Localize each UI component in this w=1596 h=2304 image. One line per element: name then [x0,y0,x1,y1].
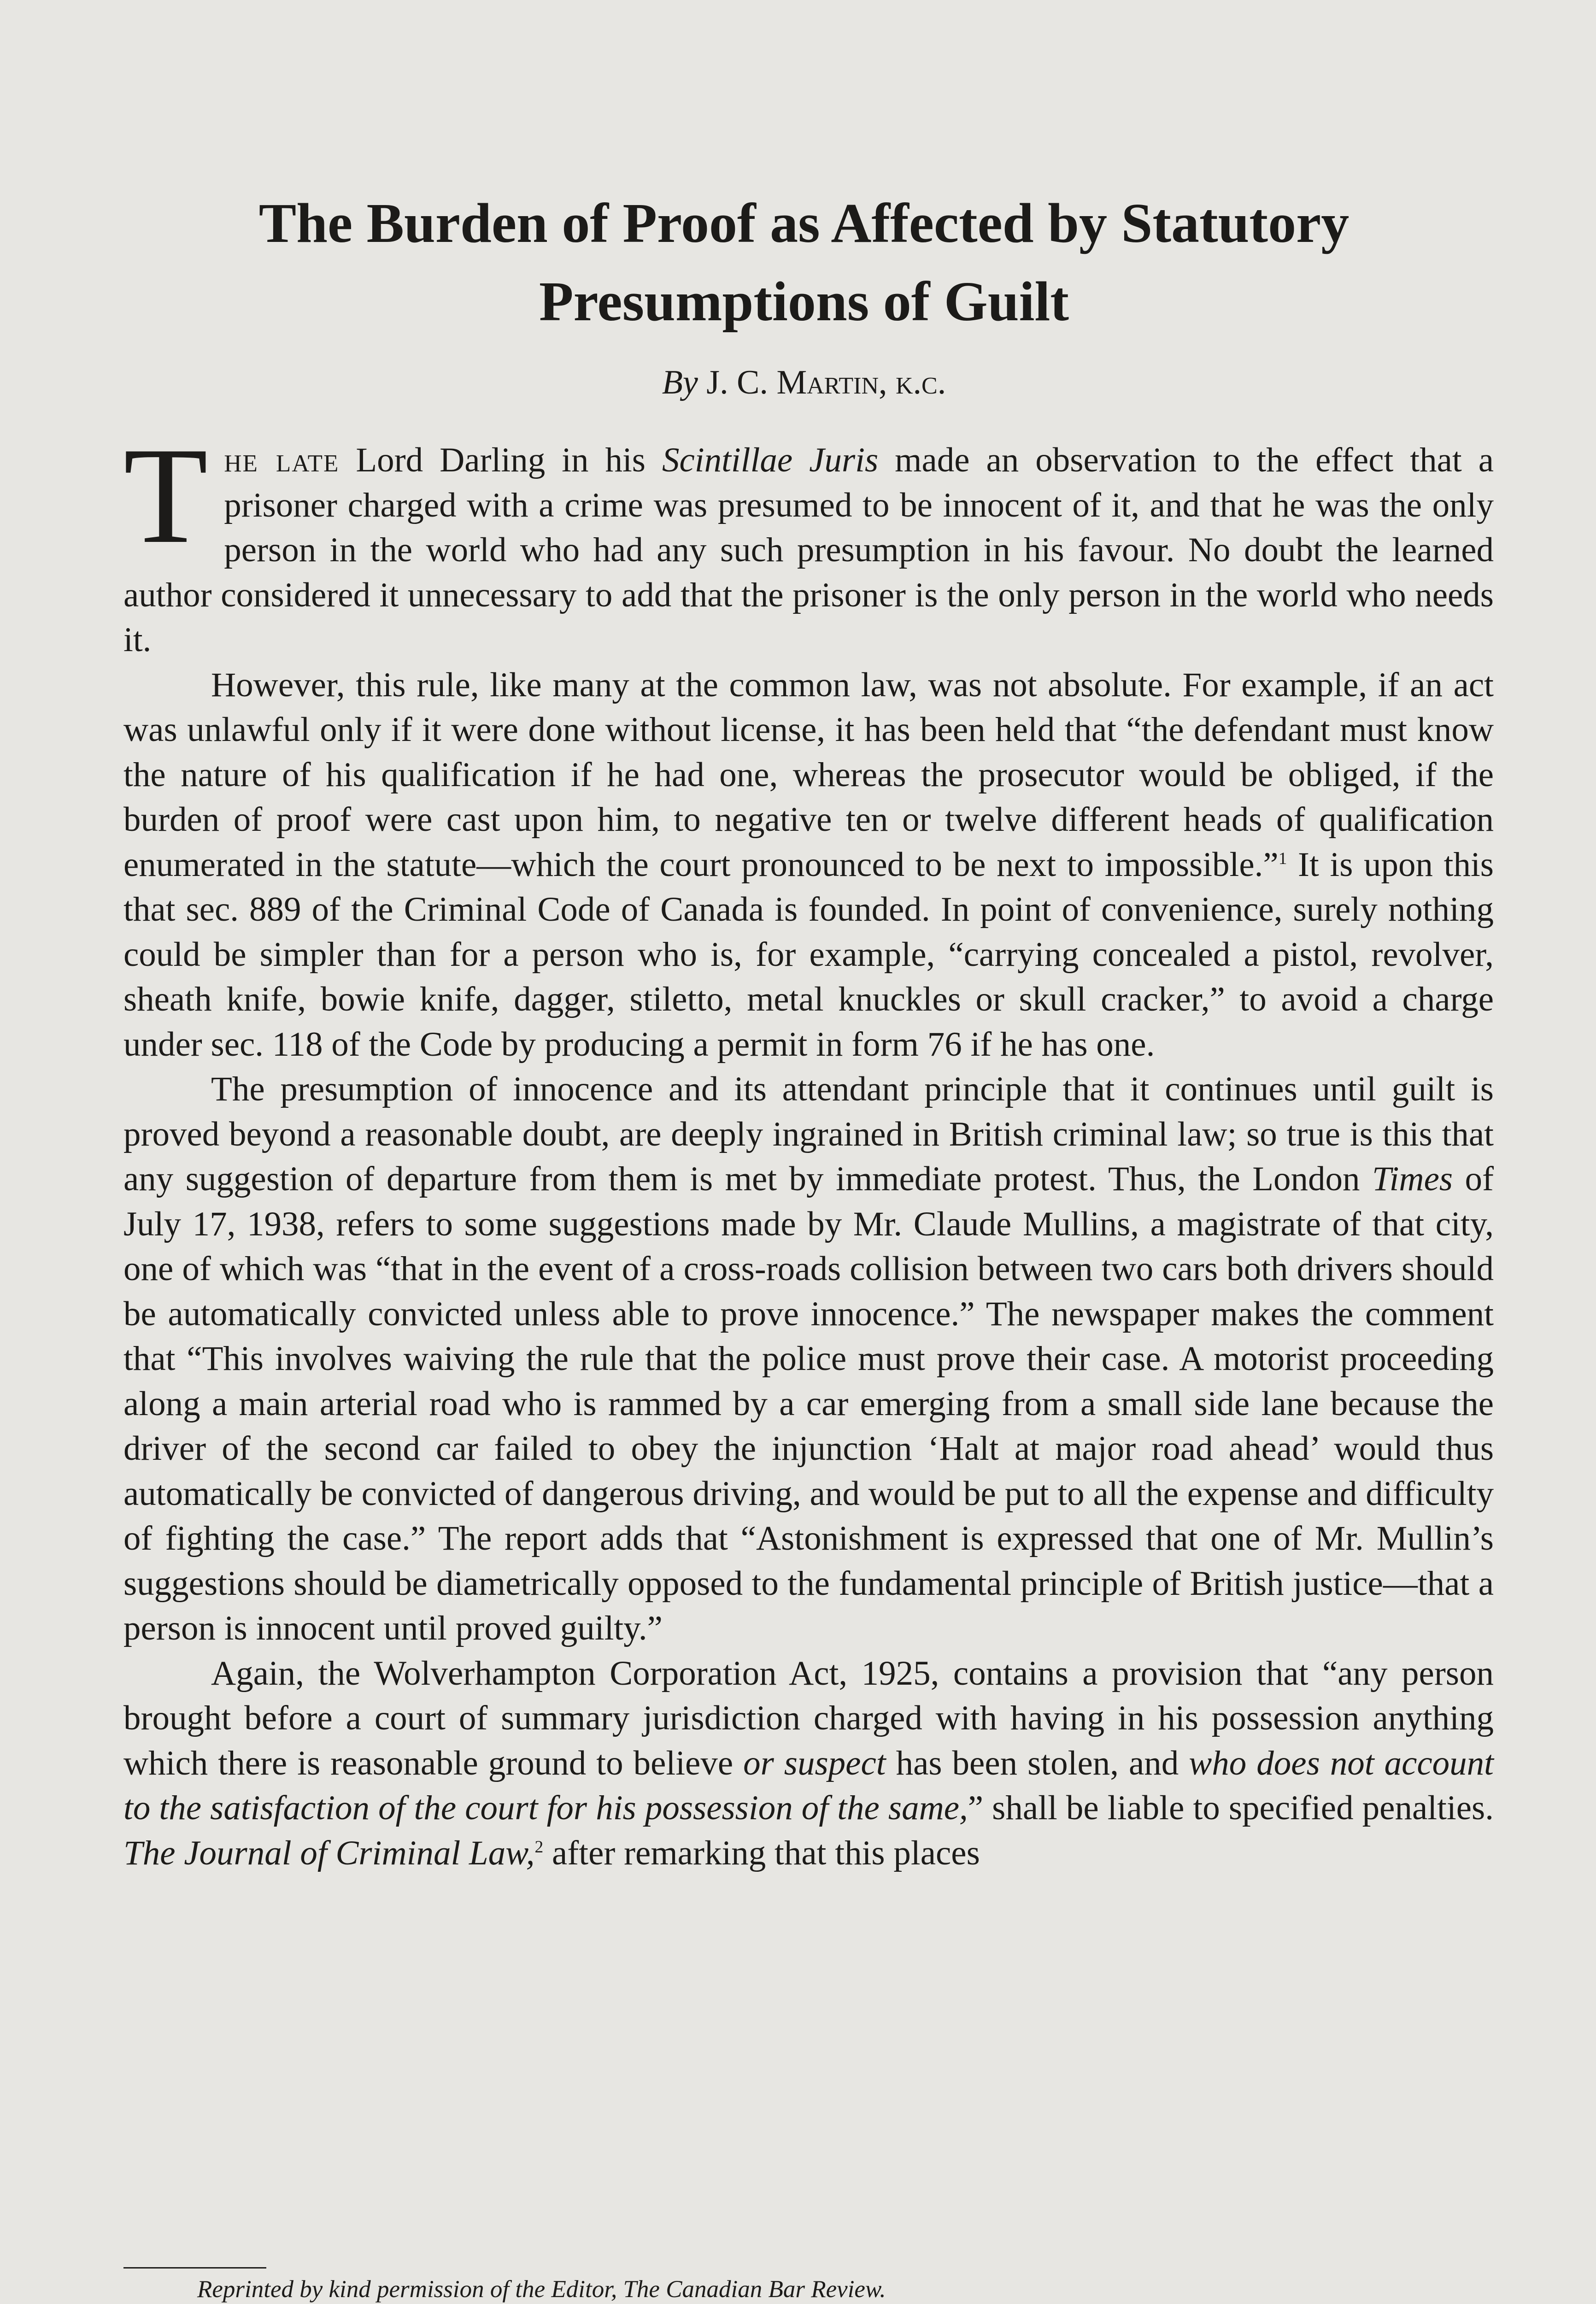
paragraph-text: However, this rule, like many at the common law, was not absolute. For example, if an act was unlawful only if it were done without license, it has been held that “the defendant must know the nature of his qualification if he had one, whereas the prosecutor would be obliged, if the burden of proof were cast upon him, to negative ten or twelve different heads of qualification enumerated in the statute—which the court pronounced to be next to impossible.” [123,665,1494,884]
paragraph-text: made an observation to the effect that a prisoner charged with a crime was presumed to be innocent of it, and that he was the only person in the world who had any such presumption in his favour. No doubt the learned author considered it unnecessary to add that the prisoner is the only person in the world who needs it. [123,441,1494,659]
reprint-notice: Reprinted by kind permission of the Editor, The Canadian Bar Review. [197,2276,886,2303]
newspaper-title: Times [1372,1160,1453,1198]
footnotes [123,2274,1494,2304]
footnote-ref-1: 1 [1278,849,1287,868]
paragraph-text: Again, the Wolverhampton Corporation Act, 1925, contains a provision that “any person brought before a court of summary jurisdiction charged with having in his possession anything which there is reasonable ground to believe [123,1654,1494,1782]
opening-small-caps: he late [224,441,340,479]
article-title: The Burden of Proof as Affected by Statutory Presumptions of Guilt [258,192,1350,333]
drop-cap: T [123,419,208,572]
footnote-divider [123,2267,266,2269]
footnote-ref-2: 2 [534,1837,544,1857]
emphasis-text: who does not account to the satisfaction of the court for his possession of the same, [123,1744,1494,1827]
paragraph-text: The presumption of innocence and its attendant principle that it continues until guilt is proved beyond a reasonable doubt, are deeply ingrained in British criminal law; so true is this that any suggestion of departure from them is met by immediate protest. Thus, the London [123,1070,1494,1198]
journal-title: The Journal of Criminal Law, [123,1834,535,1872]
author-name: J. C. Martin, k.c. [706,364,946,401]
emphasis-text: or suspect [743,1744,886,1782]
paragraph-1 [123,419,1494,663]
article-header [115,184,1493,406]
paragraph-2 [123,663,1494,1067]
paragraph-text: It is upon this that sec. 889 of the Criminal Code of Canada is founded. In point of convenience, surely nothing could be simpler than for a person who is, for example, “carrying concealed a pistol, revolver, sheath knife, bowie knife, dagger, stiletto, metal knuckles or skull cracker,” to avoid a charge under sec. 118 of the Code by producing a permit in form 76 if he has one. [123,845,1494,1064]
paragraph-4 [123,1651,1494,1876]
book-title: Scintillae Juris [662,441,879,479]
paragraph-text: after remarking that this places [543,1834,980,1872]
author-byline [115,359,1493,406]
paragraph-text: Lord Darling in his [339,441,662,479]
paragraph-text: of July 17, 1938, refers to some suggestions made by Mr. Claude Mullins, a magistrate of that city, one of which was “that in the event of a cross-roads collision between two cars both drivers should be automatically convicted unless able to prove innocence.” The newspaper makes the comment that “This involves waiving the rule that the police must prove their case. A motorist proceeding along a main arterial road who is rammed by a car emerging from a small side lane because the driver of the second car failed to obey the injunction ‘Halt at major road ahead’ would thus automatically be convicted of dangerous driving, and would be put to all the expense and difficulty of fighting the case.” The report adds that “Astonishment is expressed that one of Mr. Mullin’s suggestions should be diametrically opposed to the fundamental principle of British justice—that a person is innocent until proved guilty.” [123,1160,1494,1647]
paragraph-text: ” shall be liable to specified penalties. [968,1789,1494,1827]
byline-prefix: By [662,364,698,401]
paragraph-3 [123,1067,1494,1651]
paragraph-text: has been stolen, and [886,1744,1189,1782]
article-body [123,419,1494,1875]
